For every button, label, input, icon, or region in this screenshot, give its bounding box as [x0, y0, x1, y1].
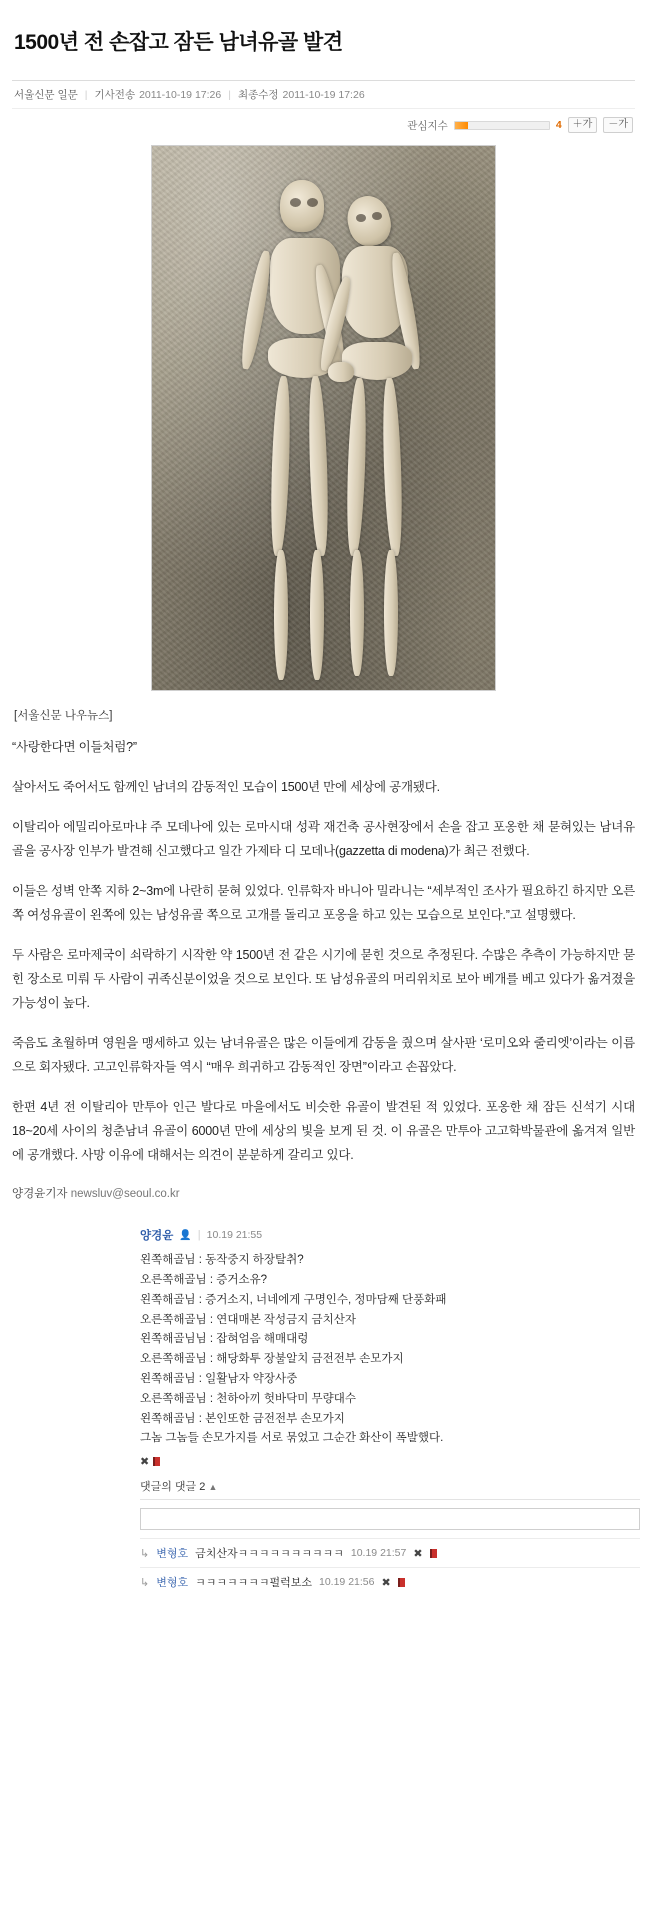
close-icon[interactable]: ✖ [381, 1576, 391, 1589]
comments-section [140, 1227, 640, 1596]
comment-line: 오른쪽해골님 : 증거소유? [140, 1274, 268, 1287]
left-skull [280, 180, 324, 232]
comment-actions [140, 1453, 640, 1474]
article-page [0, 14, 647, 1616]
left-tibia [274, 550, 288, 680]
reporter-email[interactable]: newsluv@seoul.co.kr [70, 1188, 180, 1201]
article-meta [12, 80, 635, 109]
updated-label: 최종수정 [237, 89, 279, 102]
comment-body [140, 1249, 640, 1453]
page-title: 1500년 전 손잡고 잠든 남녀유골 발견 [14, 31, 343, 55]
comment-line: 오른쪽해골님 : 해당화투 장불알치 금전전부 손모가지 [140, 1353, 404, 1366]
person-icon: 👤 [179, 1229, 192, 1241]
meta-divider: | [84, 88, 88, 101]
joined-hands [328, 362, 354, 382]
article-photo [151, 145, 496, 691]
article-paragraph: “사랑한다면 이들처럼?” [12, 740, 137, 755]
close-icon[interactable]: ✖ [413, 1547, 423, 1560]
article-paragraph: 살아서도 죽어서도 함께인 남녀의 감동적인 모습이 1500년 만에 세상에 공개됐다. [12, 780, 440, 795]
right-tibia [350, 550, 364, 676]
comment-line: 왼쪽해골님님 : 잡혀엄음 해매대렁 [140, 1333, 309, 1346]
replies-toggle[interactable] [140, 1474, 640, 1500]
reply-arrow-icon: ↳ [140, 1547, 150, 1560]
comment-line: 왼쪽해골님 : 증거소지, 너네에게 구명인수, 정마담째 단풍화패 [140, 1293, 447, 1306]
interest-gauge [454, 121, 550, 130]
reply-row [140, 1538, 640, 1567]
replies-count-label: 댓글의 댓글 2 [140, 1481, 206, 1494]
interest-label: 관심지수 [407, 119, 448, 132]
comment-divider: | [197, 1229, 201, 1242]
article-paragraph: 죽음도 초월하며 영원을 맹세하고 있는 남녀유골은 많은 이들에게 감동을 줬으며 살사판 ‘로미오와 줄리엣’이라는 이름으로 회자됐다. 고고인류학자들 역시 “매우 희귀하고 감동적인 장면”이라고 손꼽았다. [12, 1036, 635, 1075]
report-flag-icon[interactable] [398, 1578, 405, 1587]
chevron-up-icon: ▲ [208, 1482, 218, 1493]
interest-value: 4 [555, 119, 562, 132]
reply-author[interactable]: 변형호 [156, 1548, 189, 1561]
left-tibia-2 [310, 550, 324, 680]
close-icon[interactable]: ✖ [140, 1456, 150, 1469]
article-toolbar [12, 109, 635, 143]
report-flag-icon[interactable] [153, 1457, 160, 1466]
report-flag-icon[interactable] [430, 1549, 437, 1558]
sent-time: 2011-10-19 17:26 [139, 88, 222, 101]
article-photo-wrap [12, 143, 635, 705]
font-decrease-button[interactable]: －가 [603, 117, 633, 133]
comment-line: 왼쪽해골님 : 일활남자 약장사중 [140, 1372, 298, 1385]
article-paragraph: 이들은 성벽 안쪽 지하 2~3m에 나란히 묻혀 있었다. 인류학자 바니아 밀라니는 “세부적인 조사가 필요하긴 하지만 오른쪽 여성유골이 왼쪽에 있는 남성유골 쪽으로 고개를 돌리고 포옹을 하고 있는 모습으로 보인다.”고 설명했다. [12, 884, 635, 923]
updated-time: 2011-10-19 17:26 [282, 88, 365, 101]
article-source: 서울신문 일문 [14, 89, 78, 102]
sent-label: 기사전송 [94, 89, 136, 102]
reporter-name: 양경윤기자 [12, 1188, 68, 1201]
right-tibia-2 [384, 550, 398, 676]
comment-time: 10.19 21:55 [206, 1229, 263, 1242]
reply-time: 10.19 21:56 [319, 1576, 375, 1589]
reply-row [140, 1567, 640, 1596]
interest-gauge-fill [455, 122, 468, 129]
comment-line: 오른쪽해골님 : 천하아끼 헛바닥미 무량대수 [140, 1392, 356, 1405]
comment-author[interactable]: 양경윤 [140, 1230, 174, 1243]
comment-line: 오른쪽해골님 : 연대매본 작성금지 금치산자 [140, 1313, 356, 1326]
meta-divider-2: | [228, 88, 231, 101]
reply-author[interactable]: 변형호 [156, 1577, 189, 1590]
comment-header [140, 1227, 640, 1249]
reply-arrow-icon: ↳ [140, 1576, 150, 1589]
comment-line: 왼쪽해골님 : 동작중지 하장탈취? [140, 1254, 304, 1267]
article-paragraph: 이탈리아 에밀리아로마냐 주 모데나에 있는 로마시대 성곽 재건축 공사현장에서 손을 잡고 포옹한 채 묻혀있는 남녀유골을 공사장 인부가 발견해 신고했다고 일간 가제타 디 모데나(gazzetta di modena)가 최근 전했다. [12, 820, 635, 859]
article-paragraph: 한편 4년 전 이탈리아 만투아 인근 발다로 마을에서도 비슷한 유골이 발견된 적 있었다. 포옹한 채 잠든 신석기 시대 18~20세 사이의 청춘남녀 유골이 6000년 만에 세상의 빛을 보게 된 것. 이 유골은 만투아 고고학박물관에 옮겨져 일반에 공개했다. 사망 이유에 대해서는 의견이 분분하게 갈리고 있다. [12, 1100, 635, 1163]
photo-credit: [서울신문 나우뉴스] [14, 710, 113, 723]
reply-input[interactable] [140, 1508, 640, 1530]
comment-line: 왼쪽해골님 : 본인또한 금전전부 손모가지 [140, 1412, 345, 1425]
reply-text: ㅋㅋㅋㅋㅋㅋㅋ펄럭보소 [195, 1577, 312, 1590]
byline [12, 1185, 635, 1201]
reply-time: 10.19 21:57 [350, 1547, 407, 1560]
article-paragraph: 두 사람은 로마제국이 쇠락하기 시작한 약 1500년 전 같은 시기에 묻힌 것으로 추정된다. 수많은 추측이 가능하지만 묻힌 장소로 미뤄 두 사람이 귀족신분이었을 것으로 보인다. 또 남성유골의 머리위치로 보아 베개를 베고 있다가 옮겨졌을 가능성이 높다. [12, 948, 635, 1011]
font-increase-button[interactable]: ＋가 [568, 117, 598, 133]
reply-text: 금치산자ㅋㅋㅋㅋㅋㅋㅋㅋㅋㅋ [195, 1548, 344, 1561]
comment-line: 그놈 그놈들 손모가지를 서로 묶었고 그순간 화산이 폭발했다. [140, 1432, 444, 1445]
